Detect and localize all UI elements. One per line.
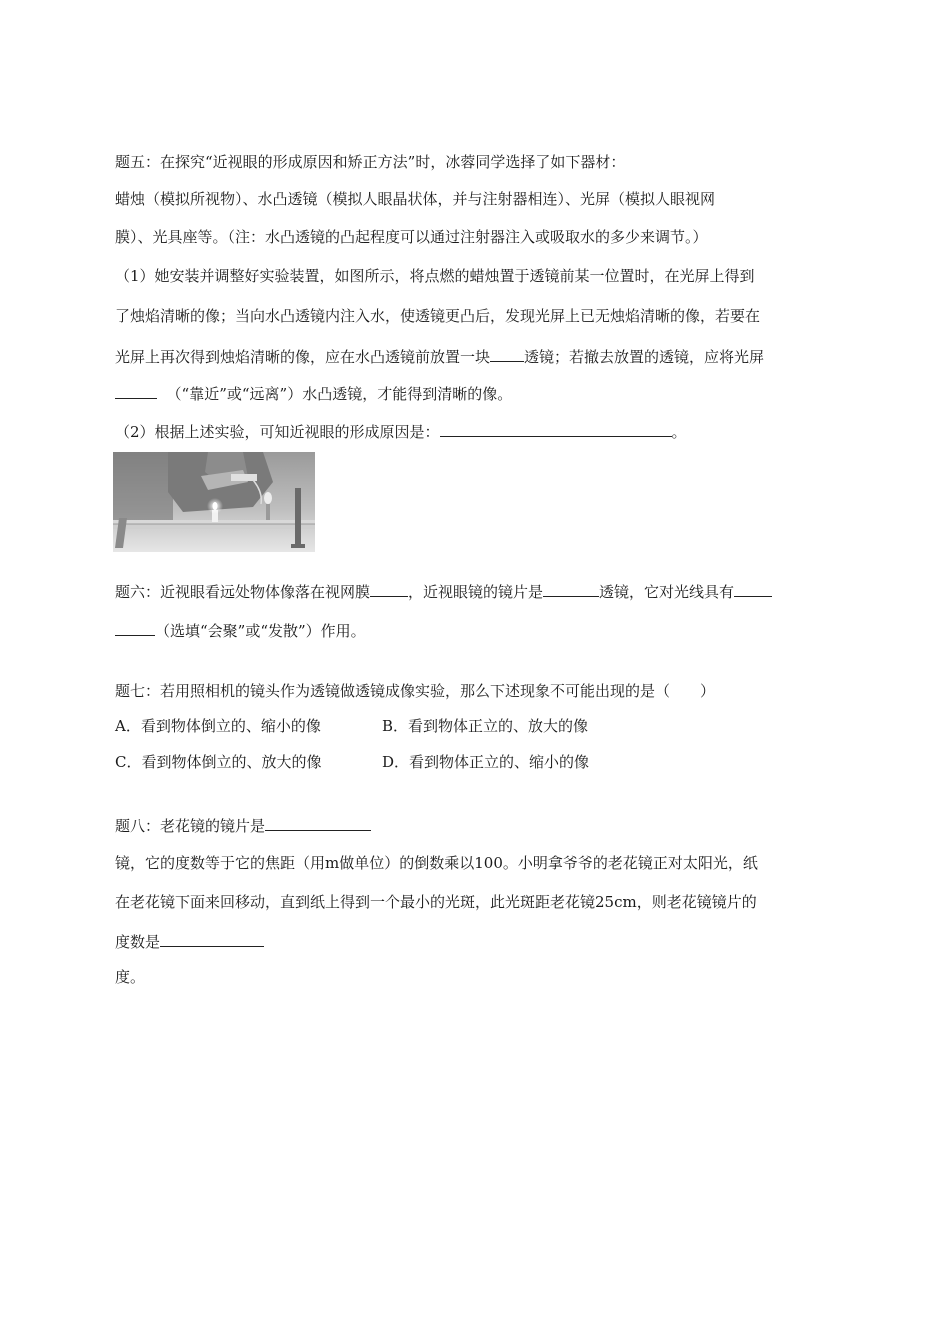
q8-line1: [115, 815, 371, 836]
q8-line4: [115, 931, 264, 952]
q7-option-c[interactable]: C．看到物体倒立的、放大的像: [115, 753, 322, 771]
q5-part1-line4: [115, 383, 512, 404]
q8-text-d: 度数是: [115, 933, 161, 951]
optical-bench-illustration: [113, 452, 315, 552]
q8-line3: 在老花镜下面来回移动，直到纸上得到一个最小的光斑，此光斑距老花镜25cm，则老花镜镜片的: [115, 893, 757, 911]
q7-option-d[interactable]: D．看到物体正立的、缩小的像: [382, 753, 590, 771]
q5-part2-end: 。: [671, 423, 687, 441]
q6-line2: [115, 620, 366, 641]
q5-part1-line3-text-b: 透镜；若撤去放置的透镜，应将光屏: [524, 348, 765, 366]
q6-effect-blank-start[interactable]: [734, 581, 772, 597]
q6-text-c: 透镜，它对光线具有: [599, 583, 735, 601]
q6-lens-type-blank[interactable]: [543, 581, 599, 597]
q6-position-blank[interactable]: [370, 581, 408, 597]
q5-part1-line2: 了烛焰清晰的像；当向水凸透镜内注入水，使透镜更凸后，发现光屏上已无烛焰清晰的像，若要在: [115, 307, 761, 325]
q5-note-line: 膜）、光具座等。（注：水凸透镜的凸起程度可以通过注射器注入或吸取水的多少来调节。）: [115, 228, 708, 246]
q6-text-b: ，近视眼镜的镜片是: [408, 583, 544, 601]
q8-degree-blank[interactable]: [160, 931, 264, 947]
q5-cause-blank[interactable]: [440, 421, 672, 437]
q5-part1-line4-text: （“靠近”或“远离”）水凸透镜，才能得到清晰的像。: [166, 385, 513, 403]
q5-part1-line3: [115, 346, 764, 367]
q7-title: 题七：若用照相机的镜头作为透镜做透镜成像实验，那么下述现象不可能出现的是（ ）: [115, 682, 716, 700]
q5-part2-text: （2）根据上述实验，可知近视眼的形成原因是：: [115, 423, 440, 441]
q6-text-a: 题六：近视眼看远处物体像落在视网膜: [115, 583, 371, 601]
q6-effect-blank-end[interactable]: [115, 620, 155, 636]
q5-materials-line: 蜡烛（模拟所视物）、水凸透镜（模拟人眼晶状体，并与注射器相连）、光屏（模拟人眼视网: [115, 190, 716, 208]
q5-part2-line: [115, 421, 687, 442]
q8-text-a: 题八：老花镜的镜片是: [115, 817, 266, 835]
q7-option-b[interactable]: B．看到物体正立的、放大的像: [382, 717, 589, 735]
q8-line2: 镜，它的度数等于它的焦距（用m做单位）的倒数乘以100。小明拿爷爷的老花镜正对太阳光，纸: [115, 854, 758, 872]
q6-text-d: （选填“会聚”或“发散”）作用。: [155, 622, 366, 640]
q6-line1: [115, 581, 772, 602]
q8-line5: 度。: [115, 968, 146, 986]
q8-lens-type-blank[interactable]: [265, 815, 371, 831]
q7-option-a[interactable]: A．看到物体倒立的、缩小的像: [115, 717, 321, 735]
q5-part1-line1: （1）她安装并调整好实验装置，如图所示，将点燃的蜡烛置于透镜前某一位置时，在光屏上得到: [115, 267, 755, 285]
q5-lens-type-blank[interactable]: [490, 346, 524, 362]
q5-title: 题五：在探究“近视眼的形成原因和矫正方法”时，冰蓉同学选择了如下器材：: [115, 153, 626, 171]
q5-part1-line3-text-a: 光屏上再次得到烛焰清晰的像，应在水凸透镜前放置一块: [115, 348, 491, 366]
experiment-photo: [113, 452, 315, 552]
q5-screen-direction-blank[interactable]: [115, 383, 157, 399]
